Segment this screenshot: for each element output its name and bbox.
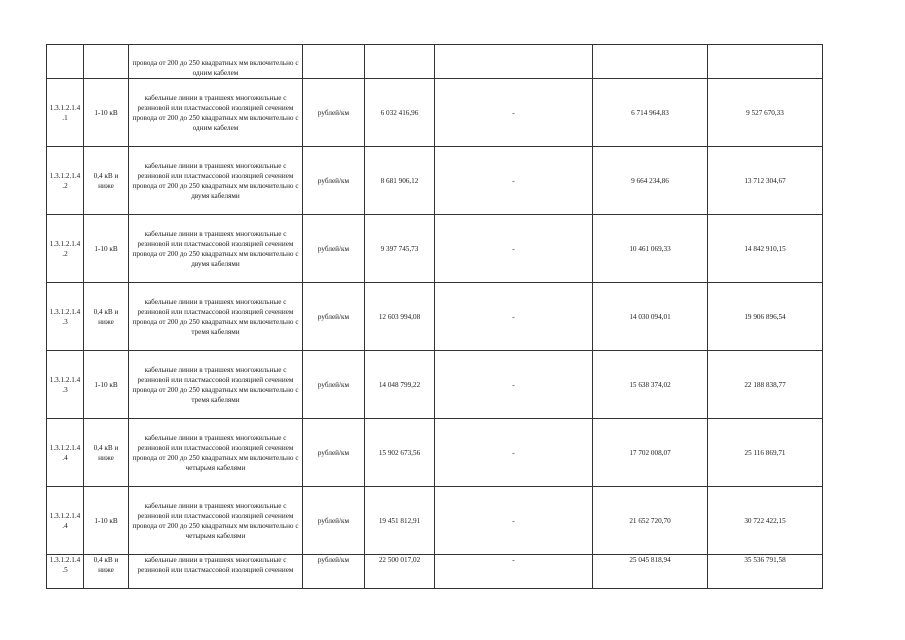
value-cell xyxy=(435,45,593,79)
table-row xyxy=(47,555,823,589)
value-cell: - xyxy=(435,283,593,351)
code-cell: 1.3.1.2.1.4.5 xyxy=(47,555,84,589)
table-row xyxy=(47,79,823,147)
value-cell xyxy=(365,45,435,79)
unit-cell: рублей/км xyxy=(303,147,365,215)
table-row xyxy=(47,215,823,283)
value-cell: - xyxy=(435,555,593,589)
value-cell: 25 116 869,71 xyxy=(708,419,823,487)
table-row xyxy=(47,419,823,487)
value-cell: 12 603 994,08 xyxy=(365,283,435,351)
code-cell: 1.3.1.2.1.4.4 xyxy=(47,419,84,487)
value-cell: - xyxy=(435,487,593,555)
value-cell: 19 451 812,91 xyxy=(365,487,435,555)
value-cell: 9 664 234,86 xyxy=(593,147,708,215)
value-cell: 30 722 422,15 xyxy=(708,487,823,555)
unit-cell: рублей/км xyxy=(303,487,365,555)
value-cell: 35 536 791,58 xyxy=(708,555,823,589)
code-cell: 1.3.1.2.1.4.2 xyxy=(47,215,84,283)
value-cell: - xyxy=(435,215,593,283)
value-cell: 15 638 374,02 xyxy=(593,351,708,419)
unit-cell: рублей/км xyxy=(303,215,365,283)
description-cell xyxy=(129,555,303,589)
description-cell: кабельные линии в траншеях многожильные с резиновой или пластмассовой изоляцией сечением провода от 200 до 250 квадратных мм включительно с четырьмя кабелями xyxy=(129,419,303,487)
table-row xyxy=(47,283,823,351)
value-cell: 13 712 304,67 xyxy=(708,147,823,215)
description-cell: кабельные линии в траншеях многожильные с резиновой или пластмассовой изоляцией сечением провода от 200 до 250 квадратных мм включительно с тремя кабелями xyxy=(129,351,303,419)
value-cell: - xyxy=(435,351,593,419)
unit-cell: рублей/км xyxy=(303,419,365,487)
value-cell: - xyxy=(435,147,593,215)
unit-cell: рублей/км xyxy=(303,79,365,147)
value-cell: 10 461 069,33 xyxy=(593,215,708,283)
tariff-table xyxy=(46,44,823,589)
description-cell: кабельные линии в траншеях многожильные с резиновой или пластмассовой изоляцией сечением провода от 200 до 250 квадратных мм включительно с двумя кабелями xyxy=(129,147,303,215)
table-row xyxy=(47,45,823,79)
voltage-cell xyxy=(84,45,129,79)
value-cell: 19 906 896,54 xyxy=(708,283,823,351)
value-cell xyxy=(593,45,708,79)
description-cell: кабельные линии в траншеях многожильные с резиновой или пластмассовой изоляцией сечением провода от 200 до 250 квадратных мм включительно с одним кабелем xyxy=(129,79,303,147)
value-cell: 9 397 745,73 xyxy=(365,215,435,283)
code-cell: 1.3.1.2.1.4.3 xyxy=(47,283,84,351)
value-cell: - xyxy=(435,419,593,487)
value-cell: 22 188 838,77 xyxy=(708,351,823,419)
value-cell: 6 714 964,83 xyxy=(593,79,708,147)
value-cell: 14 030 094,01 xyxy=(593,283,708,351)
voltage-cell: 0,4 кВ и ниже xyxy=(84,555,129,589)
unit-cell: рублей/км xyxy=(303,351,365,419)
value-cell: 17 702 008,07 xyxy=(593,419,708,487)
unit-cell xyxy=(303,45,365,79)
table-row xyxy=(47,351,823,419)
description-text: кабельные линии в траншеях многожильные с резиновой или пластмассовой изоляцией сечением xyxy=(137,556,294,574)
value-cell: 25 045 818,94 xyxy=(593,555,708,589)
voltage-cell: 1-10 кВ xyxy=(84,351,129,419)
value-cell: 9 527 670,33 xyxy=(708,79,823,147)
value-cell: - xyxy=(435,79,593,147)
voltage-cell: 1-10 кВ xyxy=(84,215,129,283)
description-cell: кабельные линии в траншеях многожильные с резиновой или пластмассовой изоляцией сечением провода от 200 до 250 квадратных мм включительно с четырьмя кабелями xyxy=(129,487,303,555)
voltage-cell: 0,4 кВ и ниже xyxy=(84,283,129,351)
voltage-cell: 1-10 кВ xyxy=(84,487,129,555)
code-cell xyxy=(47,45,84,79)
unit-cell: рублей/км xyxy=(303,555,365,589)
code-cell: 1.3.1.2.1.4.2 xyxy=(47,147,84,215)
description-text: провода от 200 до 250 квадратных мм включительно с одним кабелем xyxy=(132,59,299,77)
value-cell: 15 902 673,56 xyxy=(365,419,435,487)
code-cell: 1.3.1.2.1.4.3 xyxy=(47,351,84,419)
value-cell xyxy=(708,45,823,79)
voltage-cell: 1-10 кВ xyxy=(84,79,129,147)
value-cell: 14 048 799,22 xyxy=(365,351,435,419)
code-cell: 1.3.1.2.1.4.1 xyxy=(47,79,84,147)
value-cell: 22 500 017,02 xyxy=(365,555,435,589)
unit-cell: рублей/км xyxy=(303,283,365,351)
description-cell: кабельные линии в траншеях многожильные с резиновой или пластмассовой изоляцией сечением провода от 200 до 250 квадратных мм включительно с тремя кабелями xyxy=(129,283,303,351)
value-cell: 14 842 910,15 xyxy=(708,215,823,283)
value-cell: 21 652 720,70 xyxy=(593,487,708,555)
table-row xyxy=(47,147,823,215)
code-cell: 1.3.1.2.1.4.4 xyxy=(47,487,84,555)
description-cell: кабельные линии в траншеях многожильные с резиновой или пластмассовой изоляцией сечением провода от 200 до 250 квадратных мм включительно с двумя кабелями xyxy=(129,215,303,283)
value-cell: 8 681 906,12 xyxy=(365,147,435,215)
value-cell: 6 032 416,96 xyxy=(365,79,435,147)
table-row xyxy=(47,487,823,555)
voltage-cell: 0,4 кВ и ниже xyxy=(84,419,129,487)
voltage-cell: 0,4 кВ и ниже xyxy=(84,147,129,215)
description-cell xyxy=(129,45,303,79)
